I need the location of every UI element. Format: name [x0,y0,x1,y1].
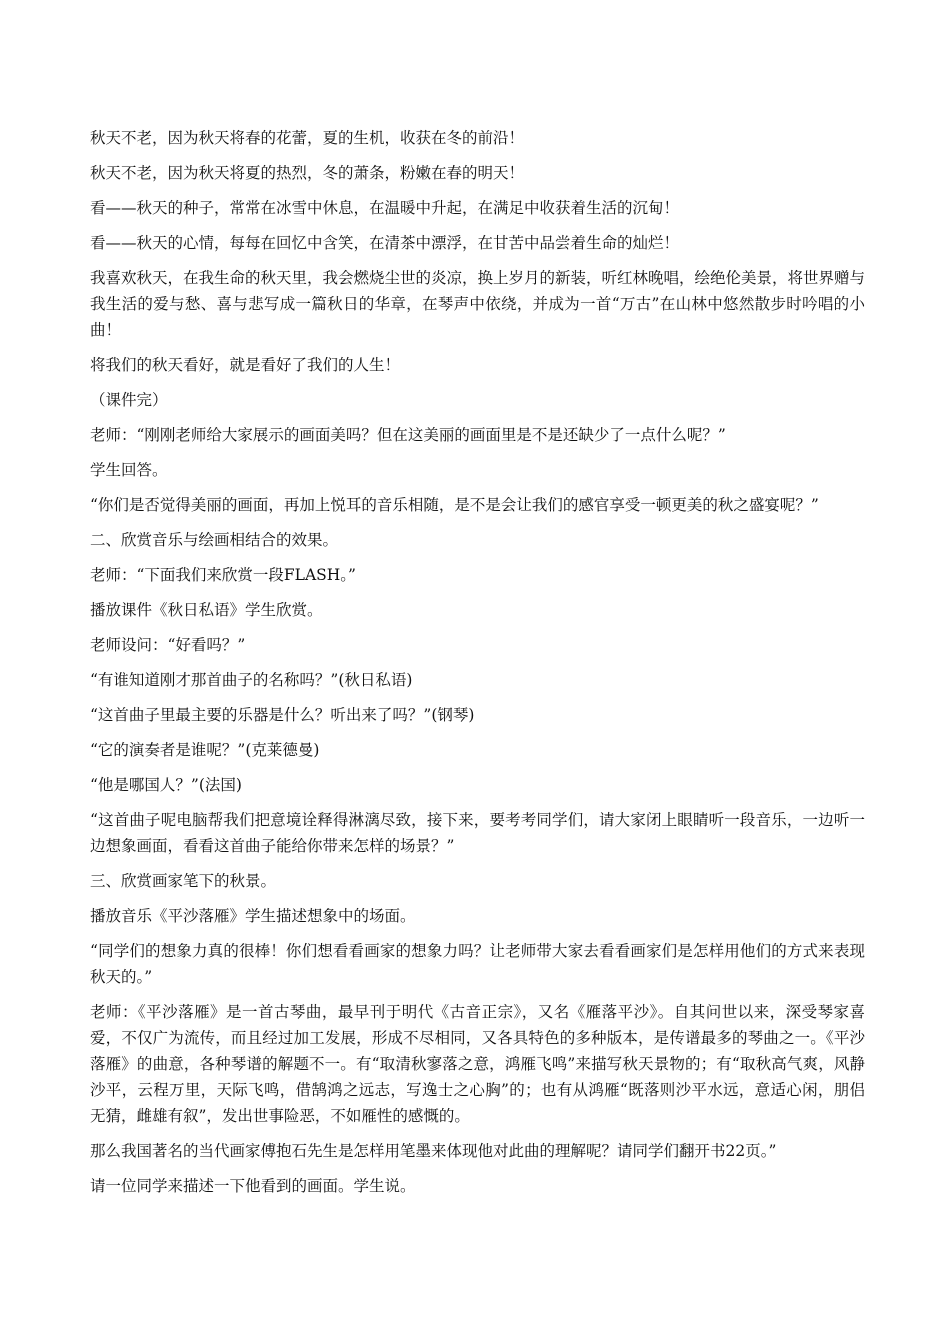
paragraph: 秋天不老，因为秋天将夏的热烈，冬的萧条，粉嫩在春的明天！ [90,164,525,182]
paragraph: “同学们的想象力真的很棒！你们想看看画家的想象力吗？让老师带大家去看看画家们是怎样用他们的方式来表现秋天的。” [90,942,865,986]
paragraph: 看——秋天的种子，常常在冰雪中休息，在温暖中升起，在满足中收获着生活的沉甸！ [90,199,680,217]
paragraph: 老师：《平沙落雁》是一首古琴曲，最早刊于明代《古音正宗》，又名《雁落平沙》。自其问世以来，深受琴家喜爱，不仅广为流传，而且经过加工发展，形成不尽相同，又各具特色的多种版本，是传谱最多的琴曲之一。《平沙落雁》的曲意，各种琴谱的解题不一。有“取清秋寥落之意，鸿雁飞鸣”来描写秋天景物的；有“取秋高气爽，风静沙平，云程万里，天际飞鸣，借鹄鸿之远志，写逸士之心胸”的；也有从鸿雁“既落则沙平水远，意适心闲，朋侣无猜，雌雄有叙”，发出世事险恶，不如雁性的感慨的。 [90,1003,865,1125]
paragraph: “有谁知道刚才那首曲子的名称吗？”(秋日私语) [90,671,413,689]
paragraph: “它的演奏者是谁呢？”(克莱德曼) [90,741,320,759]
paragraph: 那么我国著名的当代画家傅抱石先生是怎样用笔墨来体现他对此曲的理解呢？请同学们翻开书22页。” [90,1142,777,1160]
paragraph: 老师：“刚刚老师给大家展示的画面美吗？但在这美丽的画面里是不是还缺少了一点什么呢？” [90,426,726,444]
paragraph: 我喜欢秋天，在我生命的秋天里，我会燃烧尘世的炎凉，换上岁月的新装，听红林晚唱，绘绝伦美景，将世界赠与我生活的爱与愁、喜与悲写成一篇秋日的华章，在琴声中依绕，并成为一首“万古”在山林中悠然散步时吟唱的小曲！ [90,269,866,339]
paragraph: 播放音乐《平沙落雁》学生描述想象中的场面。 [90,907,416,925]
paragraph: “他是哪国人？”(法国) [90,776,242,794]
paragraph: 老师：“下面我们来欣赏一段FLASH。” [90,566,356,584]
section-heading: 二、欣赏音乐与绘画相结合的效果。 [90,531,339,549]
paragraph: （课件完） [90,391,168,409]
paragraph: 学生回答。 [90,461,168,479]
paragraph: “这首曲子里最主要的乐器是什么？听出来了吗？”(钢琴) [90,706,475,724]
paragraph: 请一位同学来描述一下他看到的画面。学生说。 [90,1177,416,1195]
paragraph: 将我们的秋天看好，就是看好了我们的人生！ [90,356,401,374]
paragraph: 秋天不老，因为秋天将春的花蕾，夏的生机，收获在冬的前沿！ [90,129,525,147]
paragraph: 老师设问：“好看吗？” [90,636,246,654]
paragraph: “你们是否觉得美丽的画面，再加上悦耳的音乐相随，是不是会让我们的感官享受一顿更美的秋之盛宴呢？” [90,496,819,514]
paragraph: 看——秋天的心情，每每在回忆中含笑，在清茶中漂浮，在甘苦中品尝着生命的灿烂！ [90,234,680,252]
section-heading: 三、欣赏画家笔下的秋景。 [90,872,277,890]
paragraph: 播放课件《秋日私语》学生欣赏。 [90,601,323,619]
document-page [90,125,865,1208]
paragraph: “这首曲子呢电脑帮我们把意境诠释得淋漓尽致，接下来，要考考同学们，请大家闭上眼睛听一段音乐，一边听一边想象画面，看看这首曲子能给你带来怎样的场景？” [90,811,865,855]
